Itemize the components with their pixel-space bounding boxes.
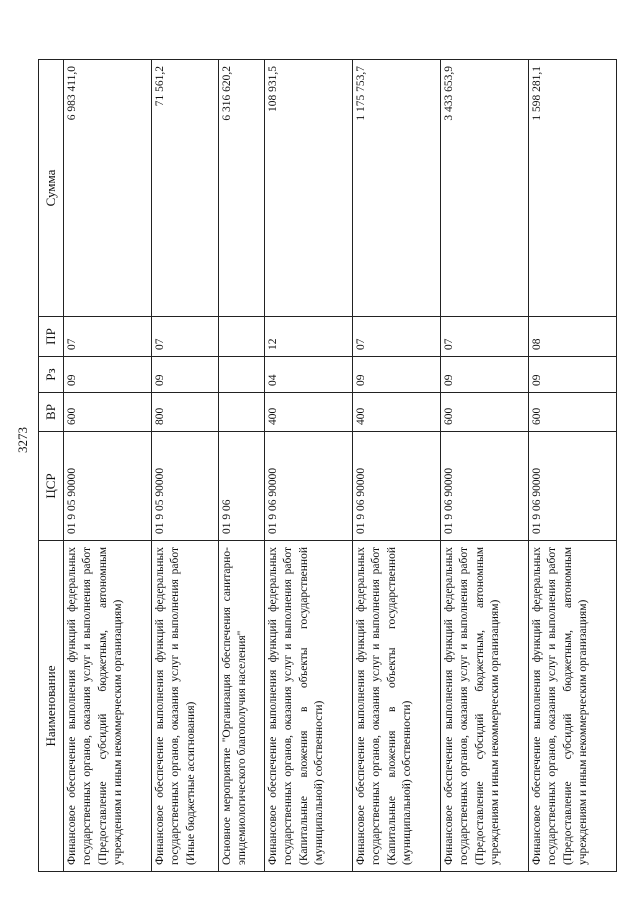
row-pr: 08	[529, 317, 617, 357]
row-pr: 07	[353, 317, 441, 357]
row-name: Финансовое обеспечение выполнения функций федеральных государственных органов, оказания услуг и выполнения работ (Предоставление субсидий бюджетным, автономным учреждениям и иным некоммерческим организациям)	[529, 541, 617, 872]
row-sum: 71 561,2	[151, 60, 218, 317]
header-pr: ПР	[39, 317, 64, 357]
row-csr: 01 9 06 90000	[441, 432, 529, 541]
row-vr: 400	[265, 393, 353, 432]
row-sum: 108 931,5	[265, 60, 353, 317]
row-pr: 07	[441, 317, 529, 357]
row-rz	[219, 357, 265, 393]
table-row	[151, 60, 218, 872]
row-sum: 3 433 653,9	[441, 60, 529, 317]
row-sum: 1 598 281,1	[529, 60, 617, 317]
row-name: Финансовое обеспечение выполнения функций федеральных государственных органов, оказания услуг и выполнения работ (Капитальные вложения в объекты государственной (муниципальной) собственности)	[265, 541, 353, 872]
page-number: 3273	[15, 427, 30, 453]
row-rz: 04	[265, 357, 353, 393]
row-sum: 1 175 753,7	[353, 60, 441, 317]
header-vr: ВР	[39, 393, 64, 432]
row-csr: 01 9 05 90000	[151, 432, 218, 541]
row-vr: 600	[529, 393, 617, 432]
header-csr: ЦСР	[39, 432, 64, 541]
row-name: Основное мероприятие "Организация обеспечения санитарно-эпидемиологического благополучия населения"	[219, 541, 265, 872]
table-header-row	[39, 60, 64, 872]
row-pr	[219, 317, 265, 357]
header-sum: Сумма	[39, 60, 64, 317]
row-rz: 09	[441, 357, 529, 393]
row-vr: 800	[151, 393, 218, 432]
table-row	[353, 60, 441, 872]
table-row	[529, 60, 617, 872]
row-csr: 01 9 06	[219, 432, 265, 541]
row-csr: 01 9 06 90000	[265, 432, 353, 541]
row-pr: 07	[151, 317, 218, 357]
row-pr: 07	[64, 317, 152, 357]
budget-table	[38, 59, 617, 872]
budget-table-container	[38, 60, 617, 872]
row-rz: 09	[529, 357, 617, 393]
table-row	[64, 60, 152, 872]
row-csr: 01 9 06 90000	[353, 432, 441, 541]
table-row	[441, 60, 529, 872]
row-rz: 09	[64, 357, 152, 393]
row-csr: 01 9 06 90000	[529, 432, 617, 541]
table-row	[219, 60, 265, 872]
row-name: Финансовое обеспечение выполнения функций федеральных государственных органов, оказания услуг и выполнения работ (Предоставление субсидий бюджетным, автономным учреждениям и иным некоммерческим организациям)	[64, 541, 152, 872]
row-rz: 09	[151, 357, 218, 393]
row-rz: 09	[353, 357, 441, 393]
row-vr	[219, 393, 265, 432]
table-row	[265, 60, 353, 872]
row-vr: 400	[353, 393, 441, 432]
row-csr: 01 9 05 90000	[64, 432, 152, 541]
row-sum: 6 316 620,2	[219, 60, 265, 317]
header-rz: Рз	[39, 357, 64, 393]
row-name: Финансовое обеспечение выполнения функций федеральных государственных органов, оказания услуг и выполнения работ (Предоставление субсидий бюджетным, автономным учреждениям и иным некоммерческим организациям)	[441, 541, 529, 872]
row-sum: 6 983 411,0	[64, 60, 152, 317]
row-name: Финансовое обеспечение выполнения функций федеральных государственных органов, оказания услуг и выполнения работ (Капитальные вложения в объекты государственной (муниципальной) собственности)	[353, 541, 441, 872]
row-vr: 600	[441, 393, 529, 432]
row-vr: 600	[64, 393, 152, 432]
row-pr: 12	[265, 317, 353, 357]
header-name: Наименование	[39, 541, 64, 872]
row-name: Финансовое обеспечение выполнения функций федеральных государственных органов, оказания услуг и выполнения работ (Иные бюджетные ассигнования)	[151, 541, 218, 872]
